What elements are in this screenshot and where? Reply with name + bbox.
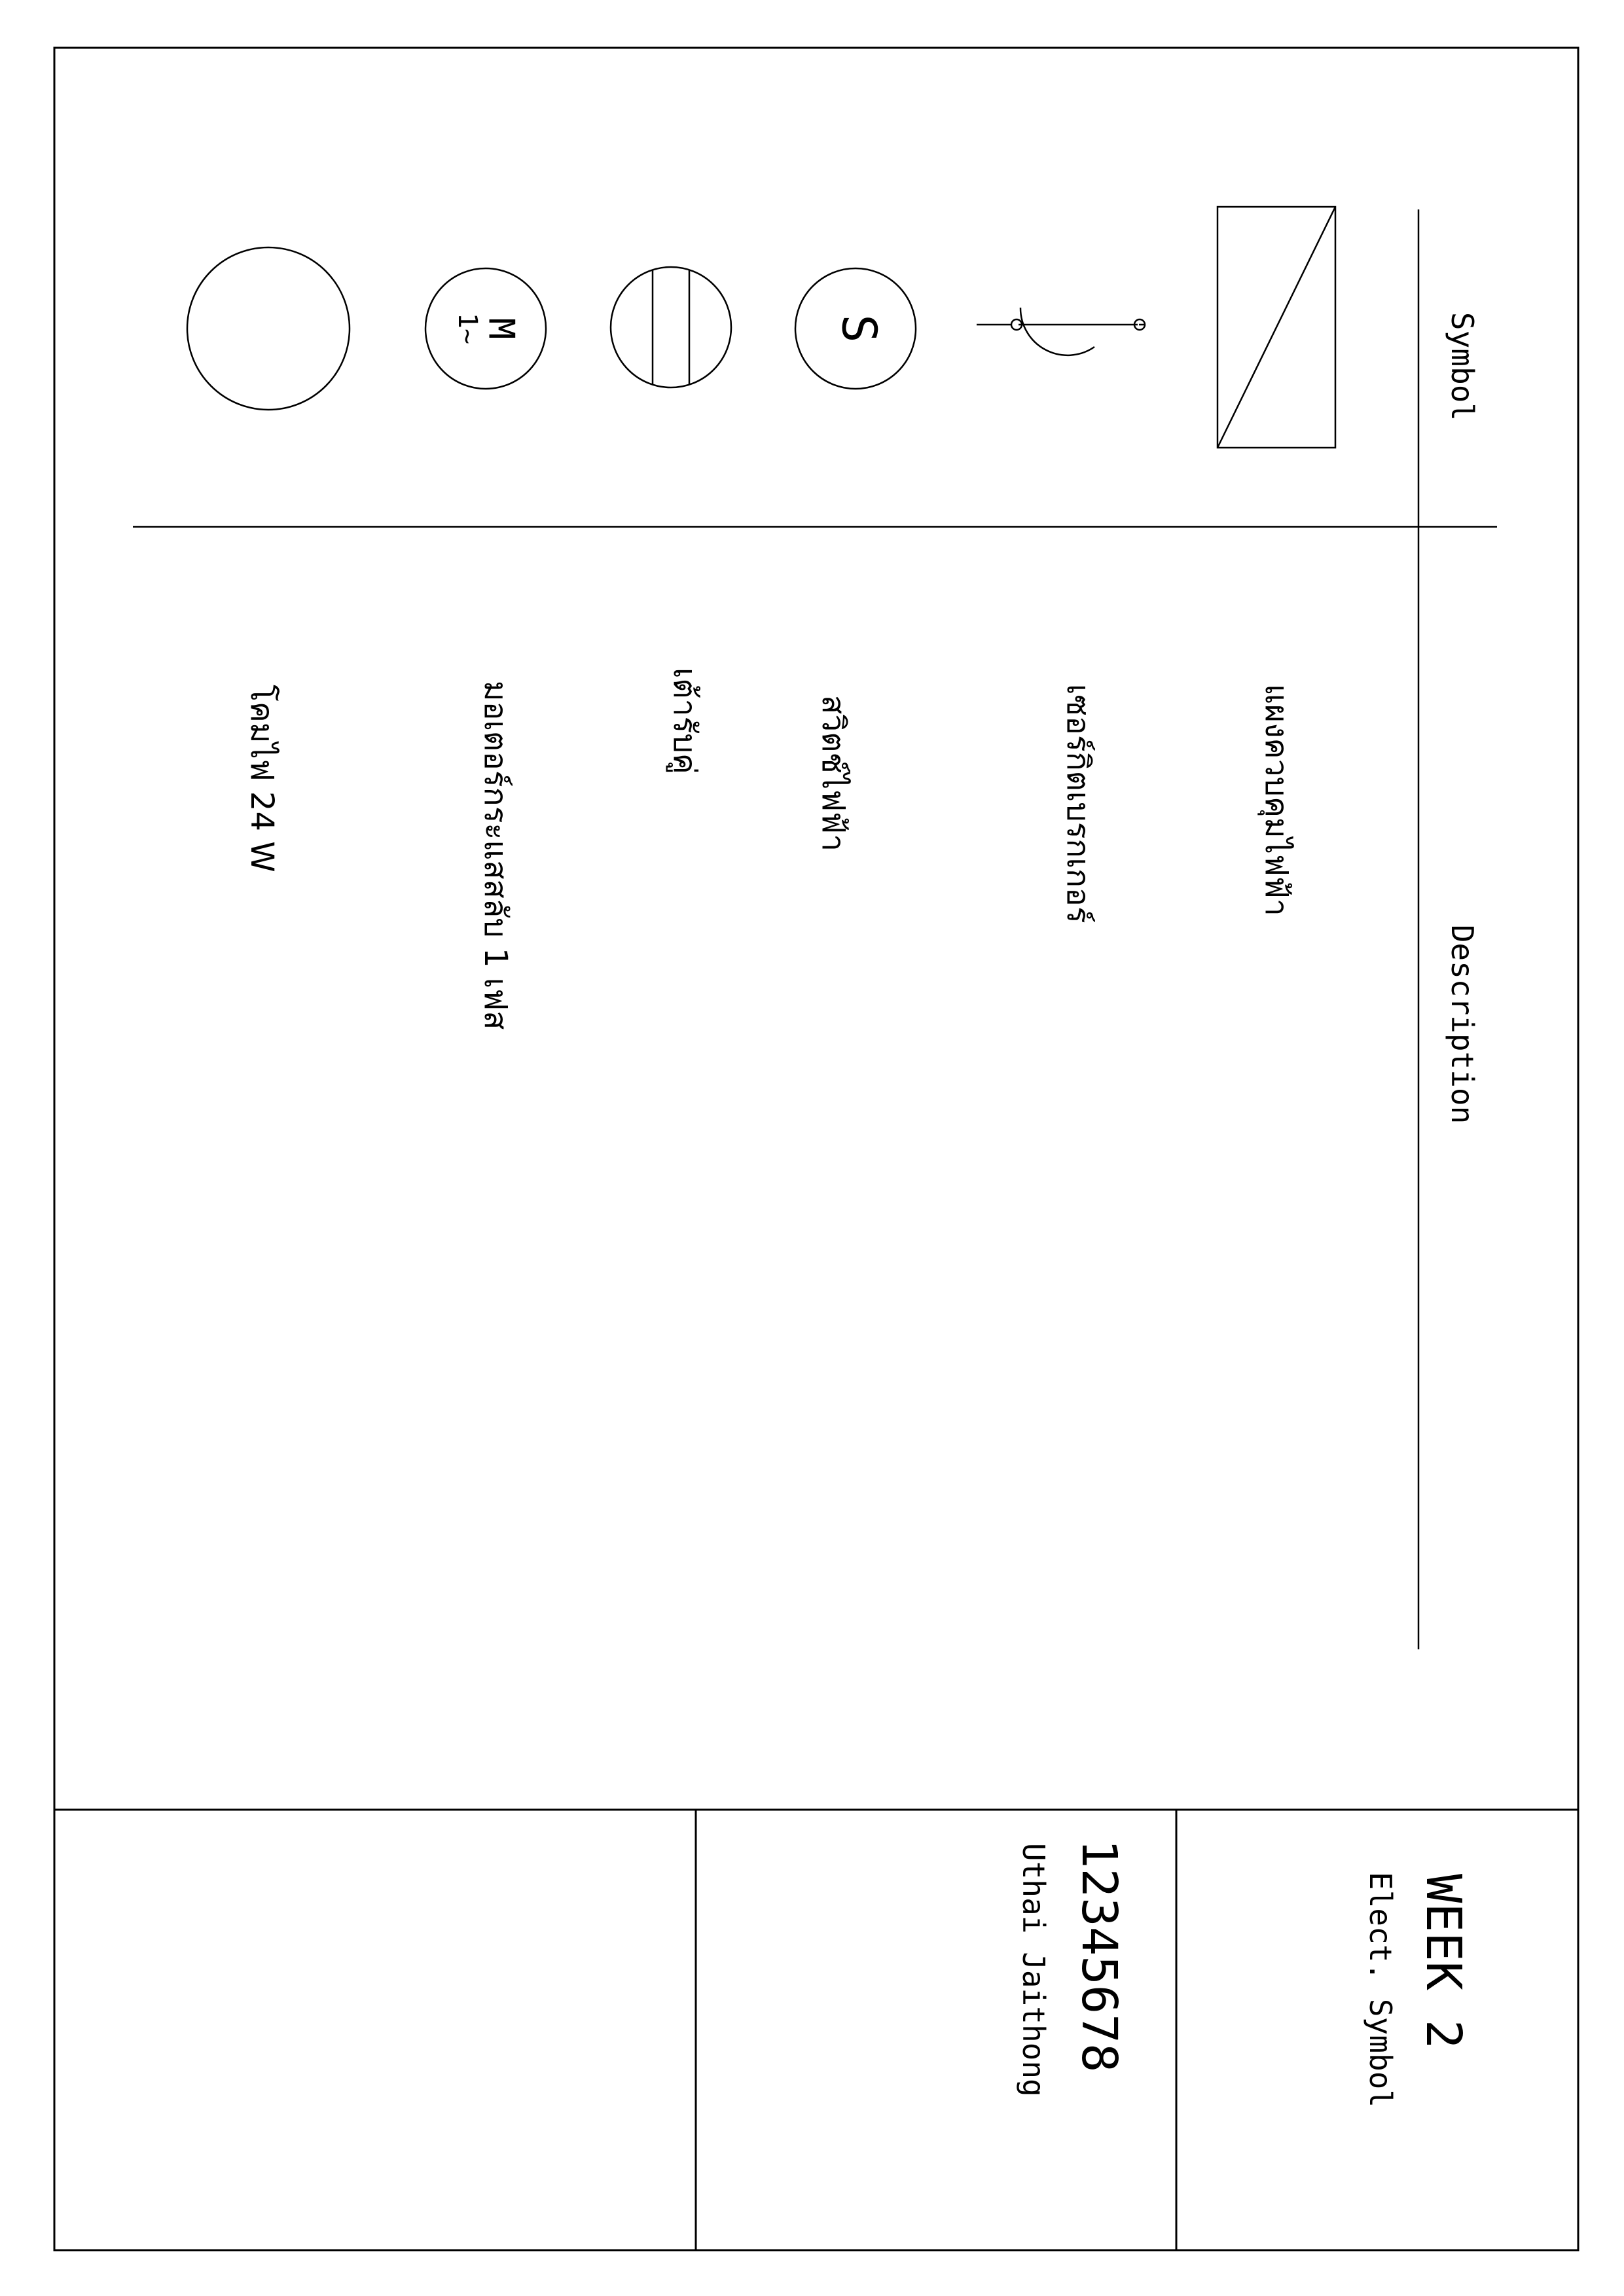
title-block-student-id: 12345678 bbox=[1071, 1839, 1127, 2073]
description-circuit-breaker: เซอร์กิตเบรกเกอร์ bbox=[1060, 684, 1096, 924]
description-motor: มอเตอร์กระแสสลับ 1 เฟส bbox=[477, 681, 514, 1030]
description-switch: สวิตช์ไฟฟ้า bbox=[815, 695, 852, 852]
lamp-icon bbox=[187, 247, 350, 410]
title-block-student-name: Uthai Jaithong bbox=[1016, 1843, 1051, 2097]
circuit-breaker-icon bbox=[977, 308, 1145, 355]
socket-outlet-icon bbox=[611, 267, 731, 387]
sheet-border bbox=[54, 48, 1578, 2250]
panel-board-icon bbox=[1218, 207, 1335, 448]
motor-symbol-phase: 1~ bbox=[452, 312, 482, 345]
motor-symbol-letter: M bbox=[480, 317, 522, 340]
title-block-subtitle: Elect. Symbol bbox=[1363, 1872, 1398, 2108]
switch-icon bbox=[795, 268, 916, 389]
description-socket-outlet: เต้ารับคู่ bbox=[666, 668, 703, 774]
switch-symbol-letter: S bbox=[831, 314, 887, 343]
title-block-title: WEEK 2 bbox=[1415, 1874, 1471, 2049]
symbol-header: Symbol bbox=[1445, 312, 1480, 422]
description-header: Description bbox=[1445, 924, 1480, 1124]
description-panel-board: แผงควบคุมไฟฟ้า bbox=[1258, 684, 1295, 916]
single-phase-motor-icon bbox=[425, 268, 546, 389]
description-lamp: โคมไฟ 24 W bbox=[244, 685, 280, 872]
